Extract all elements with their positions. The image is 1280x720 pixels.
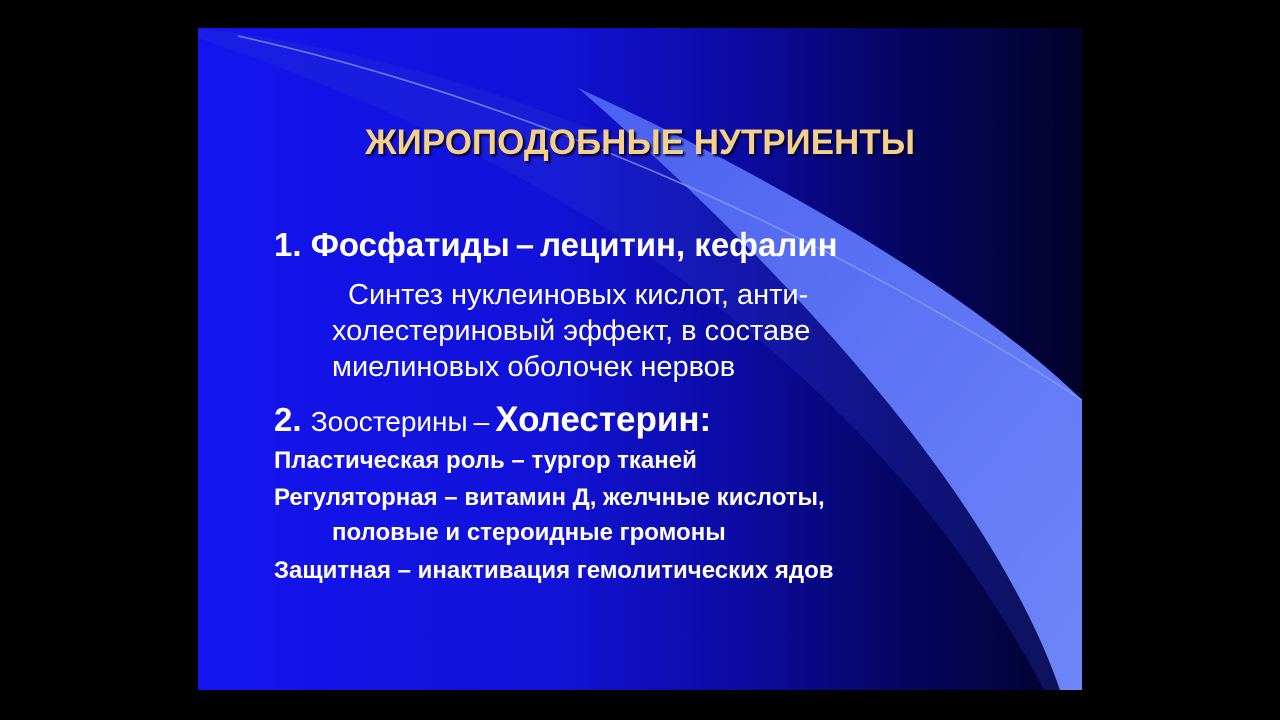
item-2-heading: [274, 399, 711, 441]
presentation-slide: [198, 28, 1082, 690]
item-1-heading: [274, 225, 838, 265]
plastic-role-line: Пластическая роль – тургор тканей: [274, 447, 697, 474]
slide-title: ЖИРОПОДОБНЫЕ НУТРИЕНТЫ: [365, 123, 915, 162]
item-1-description-line: миелиновых оболочек нервов: [332, 351, 736, 383]
item-1-separator: –: [515, 226, 535, 263]
item-1-number: 1.: [274, 226, 302, 263]
item-2-number: 2.: [274, 401, 302, 438]
protective-role-line: Защитная – инактивация гемолитических ядов: [274, 557, 834, 584]
item-2-separator: –: [473, 406, 490, 437]
item-1-description-line: холестериновый эффект, в составе: [332, 315, 811, 347]
regulatory-role-continuation: половые и стероидные громоны: [332, 519, 726, 546]
item-2-term: Холестерин:: [495, 400, 712, 439]
item-1-description-line: Синтез нуклеиновых кислот, анти-: [348, 279, 809, 311]
regulatory-role-line: Регуляторная – витамин Д, желчные кислоты,: [274, 484, 825, 511]
item-2-label: Зоостерины: [310, 406, 468, 437]
item-1-examples: лецитин, кефалин: [540, 226, 838, 263]
item-1-term: Фосфатиды: [310, 226, 510, 263]
